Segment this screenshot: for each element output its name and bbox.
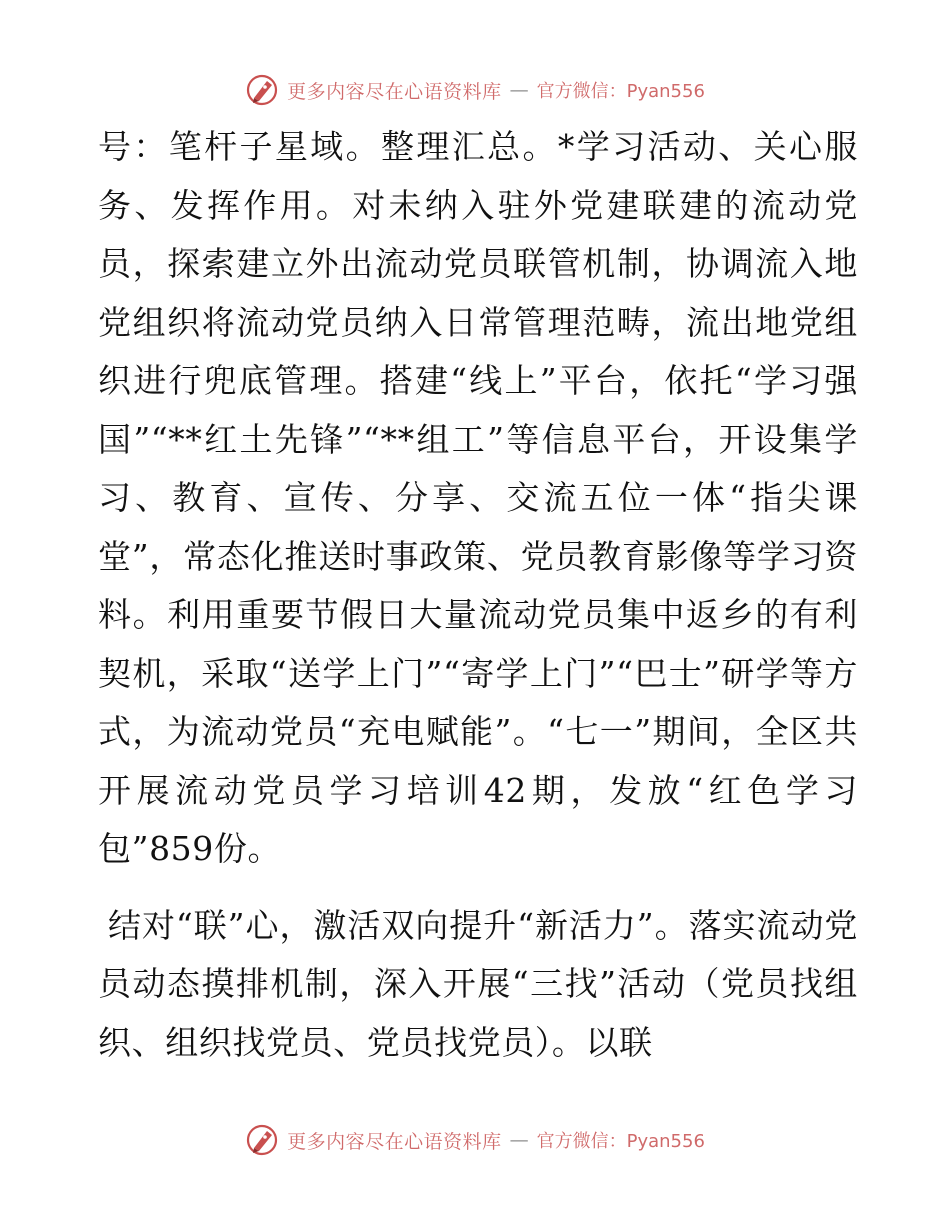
header-banner-wechat: 官方微信：Pyan556 <box>536 81 705 102</box>
footer-banner-wechat: 官方微信：Pyan556 <box>536 1131 705 1152</box>
header-banner-separator: — <box>509 79 529 101</box>
body-paragraph-2: 结对“联”心，激活双向提升“新活力”。落实流动党员动态摸排机制，深入开展“三找”活动（党员找组织、组织找党员、党员找党员）。以联 <box>98 905 858 1062</box>
footer-banner <box>0 1120 950 1160</box>
header-banner-text: 更多内容尽在心语资料库 <box>287 80 502 103</box>
footer-banner-separator: — <box>509 1129 529 1151</box>
footer-banner-text: 更多内容尽在心语资料库 <box>287 1130 502 1153</box>
body-paragraph-1: 号：笔杆子星域。整理汇总。*学习活动、关心服务、发挥作用。对未纳入驻外党建联建的流动党员，探索建立外出流动党员联管机制，协调流入地党组织将流动党员纳入日常管理范畴，流出地党组织进行兜底管理。搭建“线上”平台，依托“学习强国”“**红土先锋”“**组工”等信息平台，开设集学习、教育、宣传、分享、交流五位一体“指尖课堂”，常态化推送时事政策、党员教育影像等学习资料。利用重要节假日大量流动党员集中返乡的有利契机，采取“送学上门”“寄学上门”“巴士”研学等方式，为流动党员“充电赋能”。“七一”期间，全区共开展流动党员学习培训42期，发放“红色学习包”859份。 <box>98 127 858 868</box>
document-body <box>98 118 858 1072</box>
pen-nib-logo-icon <box>245 1123 279 1157</box>
pen-nib-logo-icon <box>245 73 279 107</box>
header-banner <box>0 70 950 110</box>
